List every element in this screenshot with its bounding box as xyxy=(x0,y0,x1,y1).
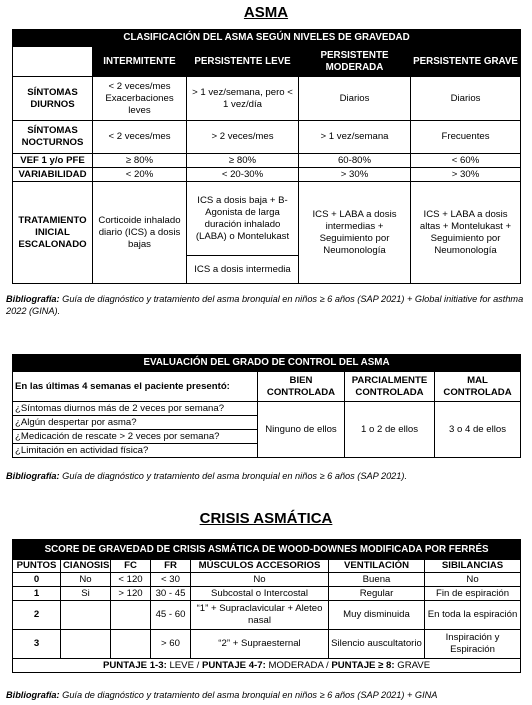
col-persistente-grave: PERSISTENTE GRAVE xyxy=(411,47,521,77)
question-item: ¿Síntomas diurnos más de 2 veces por semana? xyxy=(13,402,258,416)
table-cell: Regular xyxy=(329,587,425,601)
bib-label: Bibliografía: xyxy=(6,471,60,481)
table-row xyxy=(13,154,521,168)
bib-label: Bibliografía: xyxy=(6,690,60,700)
table-cell: < 2 veces/mes xyxy=(93,121,187,154)
row-label: SÍNTOMAS DIURNOS xyxy=(13,77,93,121)
table-cell: Inspiración y Espiración xyxy=(425,630,521,659)
points-cell: 2 xyxy=(13,601,61,630)
table-cell: 45 - 60 xyxy=(151,601,191,630)
table-cell xyxy=(61,601,111,630)
table-cell: < 60% xyxy=(411,154,521,168)
bibliography-2 xyxy=(6,470,528,482)
col-persistente-leve: PERSISTENTE LEVE xyxy=(187,47,299,77)
table-cell: Frecuentes xyxy=(411,121,521,154)
table-cell: Diarios xyxy=(299,77,411,121)
table-cell: Fin de espiración xyxy=(425,587,521,601)
table-row xyxy=(13,601,521,630)
classification-table xyxy=(12,29,521,284)
table-cell: > 30% xyxy=(299,168,411,182)
footer-p3-value: GRAVE xyxy=(394,659,431,671)
footer-p2-label: PUNTAJE 4-7: xyxy=(201,659,266,671)
footer-p1-value: LEVE / xyxy=(166,659,202,671)
table-cell: No xyxy=(425,573,521,587)
table-cell: > 60 xyxy=(151,630,191,659)
question-item: ¿Medicación de rescate > 2 veces por semana? xyxy=(13,430,258,444)
score-footer xyxy=(13,659,521,673)
table-row xyxy=(13,587,521,601)
table-cell: < 20% xyxy=(93,168,187,182)
col-cianosis: CIANOSIS xyxy=(61,560,111,573)
score-header: SCORE DE GRAVEDAD DE CRISIS ASMÁTICA DE WOOD-DOWNES MODIFICADA POR FERRÉS xyxy=(13,540,521,560)
table-row xyxy=(13,77,521,121)
table-cell: No xyxy=(61,573,111,587)
row-label: SÍNTOMAS NOCTURNOS xyxy=(13,121,93,154)
bib-text: Guía de diagnóstico y tratamiento del asma bronquial en niños ≥ 6 años (SAP 2021) + GINA xyxy=(62,690,438,700)
treatment-label: TRATAMIENTO INICIAL ESCALONADO xyxy=(13,182,93,284)
control-header: EVALUACIÓN DEL GRADO DE CONTROL DEL ASMA xyxy=(13,355,521,372)
asma-title: ASMA xyxy=(243,4,289,21)
col-mal-controlada: MAL CONTROLADA xyxy=(435,372,521,402)
answer-parcial: 1 o 2 de ellos xyxy=(345,402,435,458)
table-cell: Diarios xyxy=(411,77,521,121)
table-cell: 30 - 45 xyxy=(151,587,191,601)
bibliography-3 xyxy=(6,689,528,701)
table-cell: Subcostal o Intercostal xyxy=(191,587,329,601)
table-row xyxy=(13,168,521,182)
row-label: VEF 1 y/o PFE xyxy=(13,154,93,168)
table-cell: No xyxy=(191,573,329,587)
table-cell: Si xyxy=(61,587,111,601)
table-cell: Buena xyxy=(329,573,425,587)
footer-p1-label: PUNTAJE 1-3: xyxy=(102,659,167,671)
question-item: ¿Limitación en actividad física? xyxy=(13,444,258,458)
table-cell: ≥ 80% xyxy=(187,154,299,168)
footer-p3-label: PUNTAJE ≥ 8: xyxy=(331,659,395,671)
table-cell xyxy=(61,630,111,659)
table-cell: > 120 xyxy=(111,587,151,601)
footer-p2-value: MODERADA / xyxy=(265,659,332,671)
table-cell: En toda la espiración xyxy=(425,601,521,630)
control-table xyxy=(12,354,521,458)
table-cell: ≥ 80% xyxy=(93,154,187,168)
table-cell: < 20-30% xyxy=(187,168,299,182)
bib-label: Bibliografía: xyxy=(6,294,60,304)
treatment-leve-b: ICS a dosis intermedia xyxy=(187,256,299,284)
question-item: ¿Algún despertar por asma? xyxy=(13,416,258,430)
classification-header: CLASIFICACIÓN DEL ASMA SEGÚN NIVELES DE GRAVEDAD xyxy=(13,30,521,47)
bib-text: Guía de diagnóstico y tratamiento del asma bronquial en niños ≥ 6 años (SAP 2021). xyxy=(62,471,408,481)
treatment-grave: ICS + LABA a dosis altas + Montelukast + Seguimiento por Neumonología xyxy=(411,182,521,284)
col-sibilancias: SIBILANCIAS xyxy=(425,560,521,573)
row-label: VARIABILIDAD xyxy=(13,168,93,182)
table-cell: > 2 veces/mes xyxy=(187,121,299,154)
empty-corner xyxy=(13,47,93,77)
col-ventilacion: VENTILACIÓN xyxy=(329,560,425,573)
table-row xyxy=(13,630,521,659)
table-cell: Silencio auscultatorio xyxy=(329,630,425,659)
table-cell: < 2 veces/mes Exacerbaciones leves xyxy=(93,77,187,121)
table-row xyxy=(13,573,521,587)
treatment-leve-a: ICS a dosis baja + B-Agonista de larga duración inhalado (LABA) o Montelukast xyxy=(187,182,299,256)
col-musculos: MÚSCULOS ACCESORIOS xyxy=(191,560,329,573)
bibliography-1 xyxy=(6,293,528,317)
score-table xyxy=(12,539,521,673)
table-cell xyxy=(111,630,151,659)
treatment-intermitente: Corticoide inhalado diario (ICS) a dosis bajas xyxy=(93,182,187,284)
table-cell: Muy disminuida xyxy=(329,601,425,630)
bib-text: Guía de diagnóstico y tratamiento del asma bronquial en niños ≥ 6 años (SAP 2021) + Global initiative for asthma 2022 (GINA). xyxy=(6,294,524,316)
treatment-moderada: ICS + LABA a dosis intermedias + Seguimiento por Neumonología xyxy=(299,182,411,284)
table-cell: < 120 xyxy=(111,573,151,587)
answer-bien: Ninguno de ellos xyxy=(258,402,345,458)
table-cell: > 1 vez/semana xyxy=(299,121,411,154)
table-cell: > 1 vez/semana, pero < 1 vez/día xyxy=(187,77,299,121)
table-cell: “2” + Supraesternal xyxy=(191,630,329,659)
table-row xyxy=(13,121,521,154)
question-header: En las últimas 4 semanas el paciente presentó: xyxy=(13,372,258,402)
points-cell: 1 xyxy=(13,587,61,601)
table-row xyxy=(13,402,521,416)
table-row xyxy=(13,182,521,256)
answer-mal: 3 o 4 de ellos xyxy=(435,402,521,458)
table-cell: 60-80% xyxy=(299,154,411,168)
col-puntos: PUNTOS xyxy=(13,560,61,573)
col-parcialmente-controlada: PARCIALMENTE CONTROLADA xyxy=(345,372,435,402)
table-cell: > 30% xyxy=(411,168,521,182)
col-fr: FR xyxy=(151,560,191,573)
col-persistente-moderada: PERSISTENTE MODERADA xyxy=(299,47,411,77)
table-cell: “1” + Supraclavicular + Aleteo nasal xyxy=(191,601,329,630)
points-cell: 3 xyxy=(13,630,61,659)
table-cell xyxy=(111,601,151,630)
crisis-title: CRISIS ASMÁTICA xyxy=(199,510,333,527)
points-cell: 0 xyxy=(13,573,61,587)
table-cell: < 30 xyxy=(151,573,191,587)
col-fc: FC xyxy=(111,560,151,573)
col-intermitente: INTERMITENTE xyxy=(93,47,187,77)
col-bien-controlada: BIEN CONTROLADA xyxy=(258,372,345,402)
